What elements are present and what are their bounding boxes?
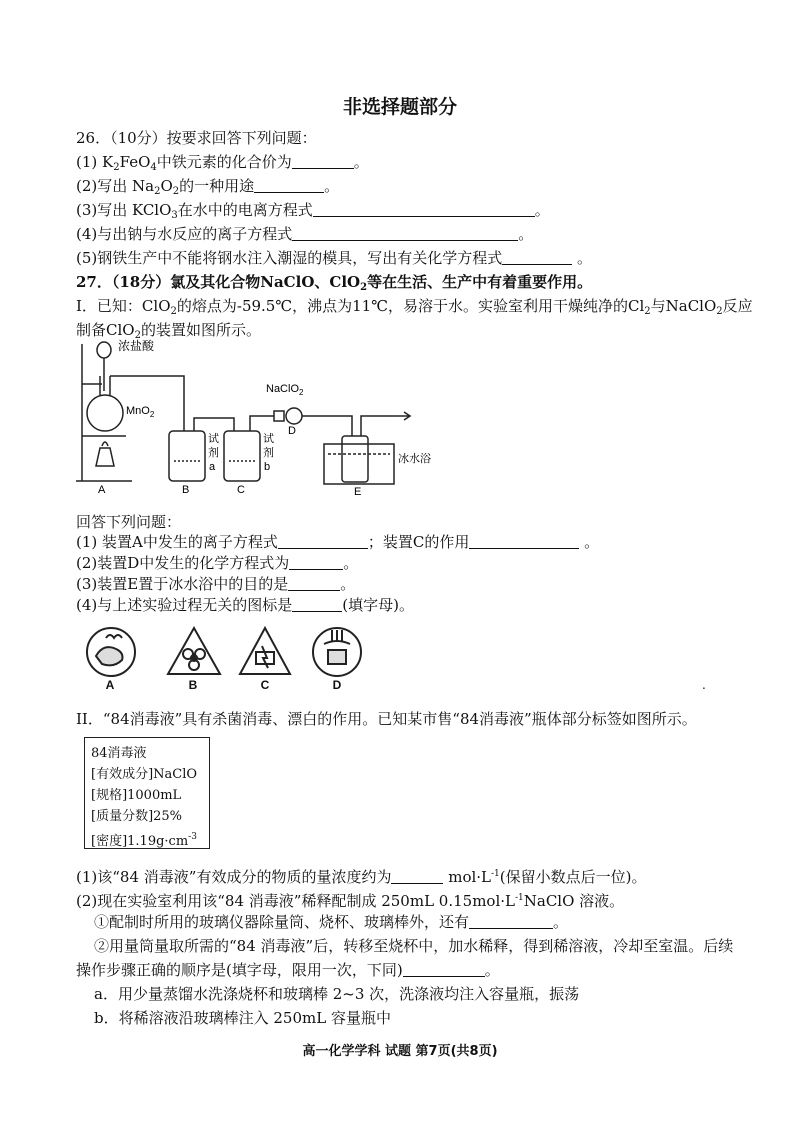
hot-surface-icon — [87, 628, 135, 676]
answer-blank[interactable] — [292, 226, 518, 241]
part-ii-q2-step1: ①配制时所用的玻璃仪器除量筒、烧杯、玻璃棒外，还有 。 — [94, 913, 569, 931]
q26-part5: (5)钢铁生产中不能将钢水注入潮湿的模具，写出有关化学方程式 。 — [76, 249, 593, 267]
answer-blank[interactable] — [502, 250, 572, 265]
q26-header: 26．（10分）按要求回答下列问题： — [76, 129, 317, 147]
option-a: a．用少量蒸馏水洗涤烧杯和玻璃棒 2~3 次，洗涤液均注入容量瓶，振荡 — [94, 985, 580, 1003]
label-line: 84消毒液 — [91, 746, 147, 761]
answer-blank[interactable] — [254, 178, 324, 193]
icon-label-a: A — [105, 678, 115, 692]
stray-dot: . — [702, 678, 706, 692]
answer-blank[interactable] — [292, 154, 354, 169]
q27-sub2: (2)装置D中发生的化学方程式为 。 — [76, 554, 359, 572]
answer-blank[interactable] — [288, 576, 340, 591]
bottle-label — [84, 737, 210, 849]
device-label-d: D — [288, 425, 296, 437]
svg-text:剂: 剂 — [263, 447, 274, 459]
answer-blank[interactable] — [391, 869, 443, 884]
answer-blank[interactable] — [292, 597, 342, 612]
label-line: [质量分数]25% — [91, 809, 183, 824]
device-label-c: C — [237, 484, 245, 496]
electric-hazard-icon — [240, 628, 290, 674]
part-ii-q1: (1)该“84 消毒液”有效成分的物质的量浓度约为 $mol\cdot L^{-1}$(保留小数点后一位)。 — [76, 868, 647, 886]
ventilation-icon — [168, 628, 220, 674]
part-ii-q2: (2)现在实验室利用该“84 消毒液”稀释配制成 250mL $0.15mol\cdot L^{-1}NaClO$ 溶液。 — [76, 892, 625, 910]
answer-blank[interactable] — [403, 962, 485, 977]
reagent-a-label: 试 — [208, 433, 219, 445]
part-ii-intro: II．“84消毒液”具有杀菌消毒、漂白的作用。已知某市售“84消毒液”瓶体部分标签如图所示。 — [76, 710, 697, 728]
label-line: [密度]$1.19g\cdot cm^{-3}$ — [91, 832, 197, 849]
apparatus-diagram — [74, 336, 444, 496]
answer-header: 回答下列问题： — [76, 513, 182, 531]
q26-part1: (1) $K_2FeO_4$中铁元素的化合价为 。 — [76, 153, 369, 173]
page-footer: 高一化学学科 试题 第7页(共8页) — [302, 1044, 498, 1059]
svg-text:剂: 剂 — [208, 447, 219, 459]
part-ii-q2-step2-cont: 操作步骤正确的顺序是(填字母，限用一次，下同) 。 — [76, 961, 500, 979]
q26-part3: (3)写出 KClO$_3$在水中的电离方程式 。 — [76, 201, 550, 221]
svg-text:a: a — [209, 461, 216, 473]
q27-sub4: (4)与上述实验过程无关的图标是 (填字母)。 — [76, 596, 414, 614]
q26-part2: (2)写出 $Na_2O_2$的一种用途 。 — [76, 177, 340, 197]
q27-header: 27．（18分）氯及其化合物NaClO、ClO$_2$等在生活、生产中有着重要作用。 — [76, 273, 593, 293]
reagent-b-label: 试 — [263, 433, 274, 445]
part-ii-q2-step2: ②用量筒量取所需的“84 消毒液”后，转移至烧杯中，加水稀释，得到稀溶液，冷却至室温。后续 — [94, 937, 734, 955]
ice-bath-label: 冰水浴 — [398, 453, 431, 465]
hand-wash-icon — [313, 628, 361, 676]
hcl-label: 浓盐酸 — [118, 339, 155, 353]
mno2-label: MnO$_2$ — [126, 405, 155, 419]
icon-label-b: B — [188, 678, 198, 692]
q27-sub3: (3)装置E置于冰水浴中的目的是 。 — [76, 575, 356, 593]
label-line: [规格]1000mL — [91, 788, 182, 803]
section-title: 非选择题部分 — [342, 96, 457, 118]
option-b: b．将稀溶液沿玻璃棒注入 250mL 容量瓶中 — [94, 1009, 391, 1027]
q27-intro-line1: I．已知：ClO$_2$的熔点为-59.5℃，沸点为11℃，易溶于水。实验室利用干燥纯净的$Cl_2$与NaClO$_2$反应 — [76, 297, 753, 317]
answer-blank[interactable] — [469, 914, 553, 929]
device-label-e: E — [354, 486, 362, 496]
q26-part4: (4)与出钠与水反应的离子方程式 。 — [76, 225, 534, 243]
device-label-b: B — [182, 484, 190, 496]
q27-intro-line2: 制备ClO$_2$的装置如图所示。 — [76, 321, 261, 341]
label-line: [有效成分]NaClO — [91, 767, 198, 782]
answer-blank[interactable] — [313, 202, 535, 217]
q27-sub1: (1) 装置A中发生的离子方程式 ；装置C的作用 。 — [76, 533, 600, 551]
answer-blank[interactable] — [278, 534, 368, 549]
icon-label-d: D — [332, 678, 342, 692]
svg-text:b: b — [264, 461, 271, 473]
answer-blank[interactable] — [469, 534, 579, 549]
device-label-a: A — [98, 484, 106, 496]
answer-blank[interactable] — [289, 555, 343, 570]
icon-label-c: C — [260, 678, 270, 692]
naclo2-label: NaClO$_2$ — [266, 383, 304, 397]
